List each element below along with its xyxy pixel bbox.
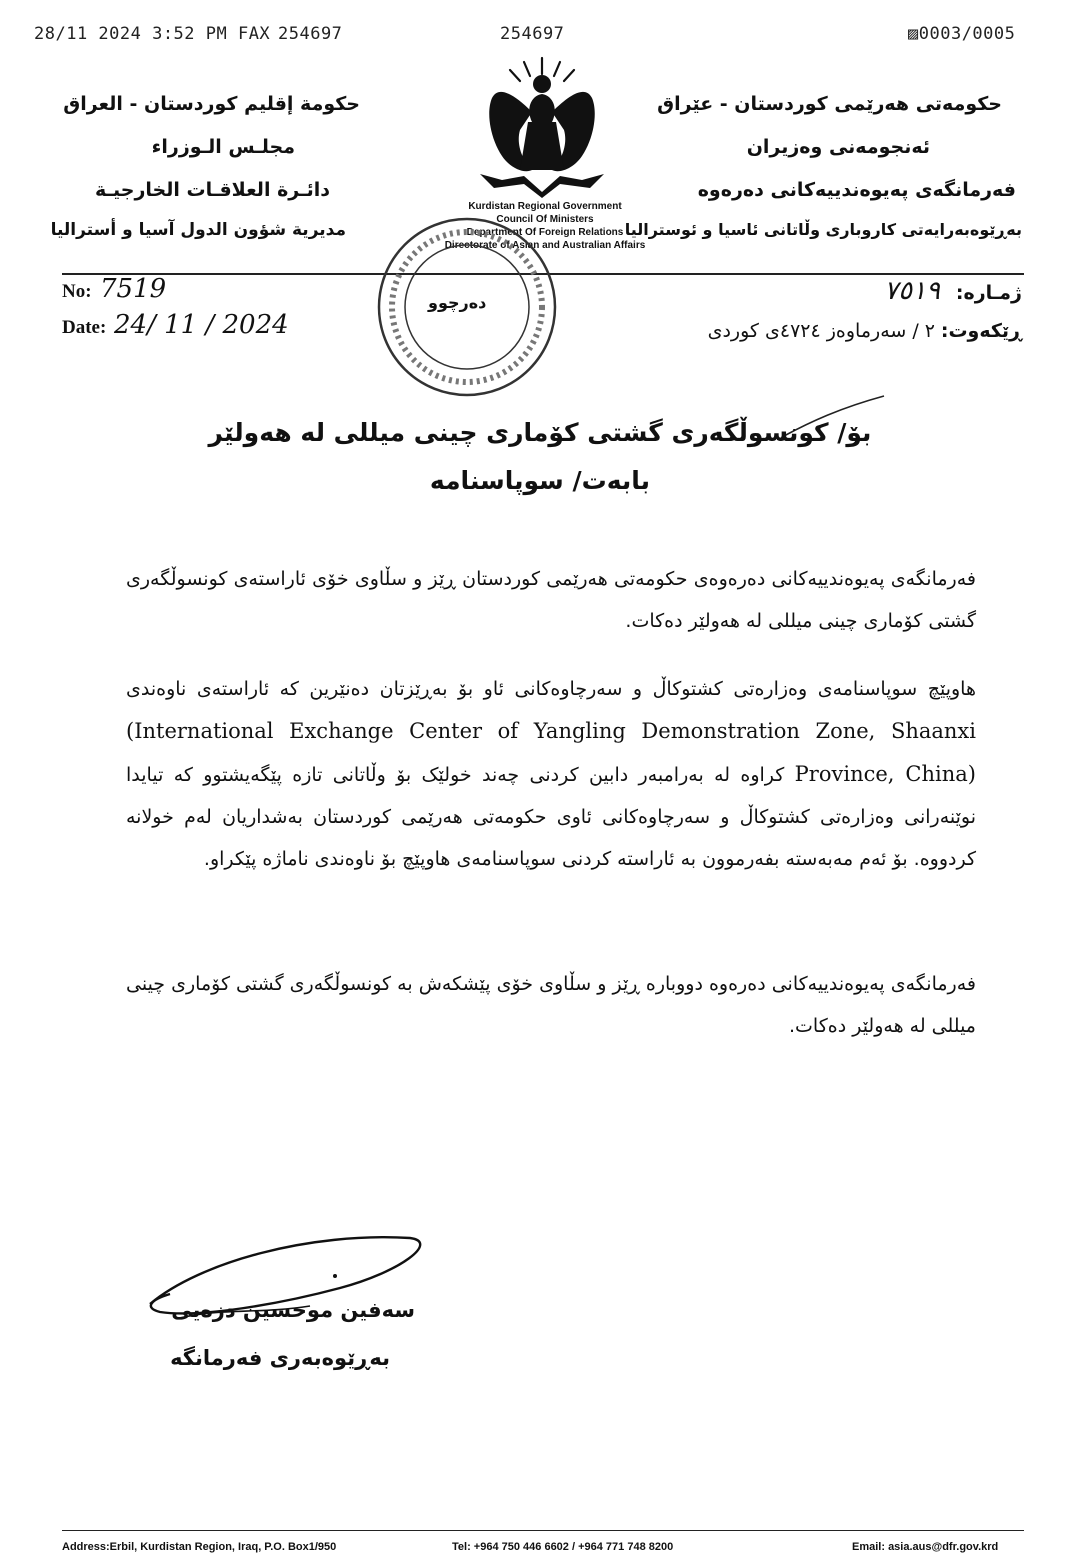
ref-no-label: No: <box>62 281 92 302</box>
subject-line: بابەت/ سوپاسنامە <box>429 466 651 495</box>
footer-address: Address:Erbil, Kurdistan Region, Iraq, P.O. Box1/950 <box>62 1541 337 1553</box>
ref-date-label: Date: <box>62 317 107 338</box>
kurdish-date-label: ڕێکەوت: <box>940 320 1022 342</box>
emblem-line2: Council Of Ministers <box>496 214 594 225</box>
kurdish-date-value: ٢ / سەرماوەز ٤٧٢٤ی کوردی <box>707 320 935 342</box>
body-paragraph-2-start: هاوپێچ سوپاسنامەی وەزارەتی کشتوکاڵ و سەرچاوەکانی ئاو بۆ بەڕێزتان دەنێرین کە ئاراستەی ناوەندی <box>126 678 976 700</box>
kurdish-no-value: ٧٥١٩ <box>884 276 940 306</box>
fax-page-icon: ▨ <box>908 24 919 44</box>
kurdish-header-line1: حکومەتی هەرێمی کوردستان - عێراق <box>657 93 1002 115</box>
kurdish-header-line2: ئەنجومەنی وەزیران <box>746 136 930 158</box>
fax-datetime: 28/11 2024 3:52 PM FAX <box>34 24 271 44</box>
body-paragraph-1: فەرمانگەی پەیوەندییەکانی دەرەوەی حکومەتی هەرێمی کوردستان ڕێز و سڵاوی خۆی ئاراستەی کونسوڵگەری گشتی کۆماری چینی میللی لە هەولێر دەکات. <box>126 568 976 632</box>
signatory-name: سەفین موحسین دزەیی <box>171 1298 415 1322</box>
footer-email: Email: asia.aus@dfr.gov.krd <box>852 1541 999 1553</box>
emblem-line1: Kurdistan Regional Government <box>468 201 622 212</box>
body-paragraph-2 <box>126 668 976 880</box>
arabic-header-line1: حكومة إقليم كوردستان - العراق <box>63 93 360 115</box>
footer-phone: Tel: +964 750 446 6602 / +964 771 748 8200 <box>452 1541 674 1553</box>
signatory-title: بەڕێوەبەری فەرمانگە <box>170 1346 390 1370</box>
footer-divider <box>62 1530 1024 1531</box>
kurdish-no-label: ژمـارە: <box>955 282 1022 304</box>
arabic-header-line3: دائـرة العلاقـات الخارجيـة <box>95 179 330 201</box>
krg-emblem-icon <box>472 52 612 200</box>
fax-page-count: 0003/0005 <box>918 24 1016 44</box>
emblem-line3: Department Of Foreign Relations <box>466 227 624 238</box>
fax-page <box>908 24 1015 44</box>
fax-center-number: 254697 <box>500 24 565 44</box>
body-paragraph-3: فەرمانگەی پەیوەندییەکانی دەرەوە دووبارە ڕێز و سڵاوی خۆی پێشکەش بە کونسوڵگەری گشتی کۆماری چینی میللی لە هەولێر دەکات. <box>126 973 976 1037</box>
body-paragraph-2-organization: (International Exchange Center of Yangling Demonstration Zone, Shaanxi Province, China) <box>126 719 976 786</box>
ref-no-value: 7519 <box>100 274 167 304</box>
emblem-line4: Directorate of Asian and Australian Affairs <box>444 240 646 251</box>
ref-date-value: 24/ 11 / 2024 <box>114 310 289 340</box>
kurdish-header-line3: فەرمانگەی پەیوەندییەکانی دەرەوە <box>697 179 1016 201</box>
arabic-header-line2: مجلـس الـوزراء <box>151 136 295 158</box>
body-paragraph-2-end: کراوە لە بەرامبەر دابین کردنی چەند خولێک بۆ وڵاتانی تازە پێگەیشتوو کە تیایدا نوێنەرانی وەزارەتی کشتوکاڵ و سەرچاوەکانی ئاوی حکومەتی هەرێمی کوردستان بەشداریان لەم خولانە کردووە. بۆ ئەم مەبەستە بفەرموون بە ئاراستە کردنی سوپاسنامەی هاوپێچ بۆ ناوەندی ناماژە پێکراو. <box>126 764 976 870</box>
arabic-header-line4: مديرية شؤون الدول آسيا و أستراليا <box>50 220 346 240</box>
stamp-label: دەرچوو <box>428 293 487 312</box>
fax-number: 254697 <box>278 24 343 44</box>
kurdish-header-line4: بەڕێوەبەرایەتی کاروباری وڵاتانی ئاسیا و ئوسترالیا <box>624 220 1022 239</box>
recipient-line: بۆ/ کونسوڵگەری گشتی کۆماری چینی میللی لە هەولێر <box>208 418 872 447</box>
